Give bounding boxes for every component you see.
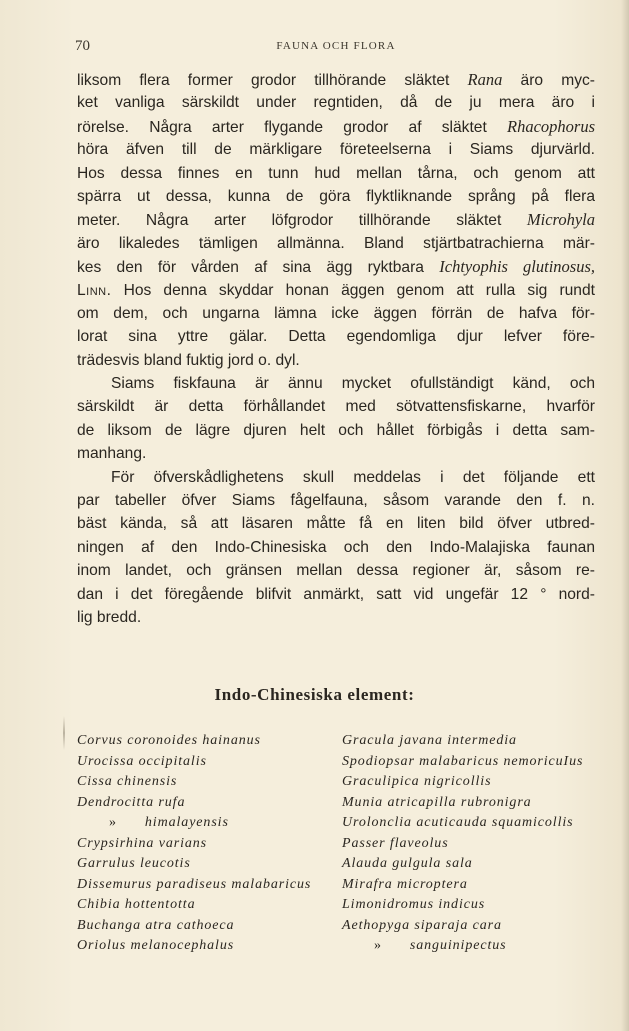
text-segment: äro myc- [502, 72, 595, 89]
text-segment: spärra ut dessa, kunna de göra flyktliknande språng på flera [77, 187, 595, 205]
ditto-mark: » [109, 815, 117, 830]
species-label: Dendrocitta rufa [77, 794, 186, 810]
species-label: Crypsirhina varians [77, 835, 208, 851]
text-line [77, 489, 595, 512]
species-row [77, 834, 599, 855]
text-segment: meter. Några arter löfgrodor tillhörande släktet [77, 212, 527, 230]
text-segment: om dem, och ungarna lämna icke äggen förrän de hafva för- [77, 304, 595, 322]
species-name-left [77, 875, 311, 896]
text-line [77, 255, 595, 278]
species-name-right [342, 752, 583, 773]
text-line [77, 138, 595, 161]
species-name-right [342, 793, 532, 814]
text-line [77, 115, 595, 138]
species-row [77, 793, 599, 814]
ditto-mark: » [374, 938, 382, 953]
species-label: Cissa chinensis [77, 774, 178, 789]
species-name-left [77, 936, 234, 957]
species-label: Alauda gulgula sala [342, 856, 473, 871]
text-segment: par tabeller öfver Siams fågelfauna, såsom varande den f. n. [77, 492, 595, 510]
species-row [77, 916, 599, 937]
species-label: Aethopyga siparaja cara [342, 917, 502, 933]
text-line [77, 279, 595, 302]
text-line [77, 466, 595, 489]
species-name-right [374, 936, 507, 957]
species-label: Oriolus melanocephalus [77, 938, 235, 953]
species-name-right [342, 731, 517, 752]
species-name-left [77, 895, 195, 916]
species-name-right [342, 813, 574, 834]
species-label: Garrulus leucotis [77, 856, 191, 871]
species-name-left [77, 731, 261, 752]
section-heading: Indo-Chinesiska element: [214, 685, 415, 704]
species-name-left [77, 752, 207, 773]
species-label: Graculipica nigricollis [342, 774, 492, 789]
margin-rule [63, 716, 65, 750]
species-name-right [342, 916, 502, 937]
text-segment: rörelse. Några arter flygande grodor af släktet [77, 118, 507, 136]
text-line [77, 559, 595, 582]
page-header [75, 38, 597, 58]
text-line [77, 349, 595, 372]
species-row [77, 936, 599, 957]
species-label: Passer flaveolus [342, 835, 449, 851]
text-segment: Hos denna skyddar honan äggen genom att rulla sig rundt [111, 281, 595, 299]
species-label: Mirafra microptera [342, 876, 468, 892]
text-line [77, 68, 595, 91]
author-name: Linn. [77, 281, 112, 299]
species-row [77, 854, 599, 875]
text-line [77, 395, 595, 418]
species-label: Urolonclia acuticauda squamicollis [342, 815, 574, 830]
species-label: Buchanga atra cathoeca [77, 917, 235, 933]
text-segment: Siams fiskfauna är ännu mycket ofullständigt känd, och [111, 375, 595, 393]
text-segment: lorat sina yttre gälar. Detta egendomliga djur lefver före- [77, 328, 595, 346]
text-line [77, 302, 595, 325]
page-number: 70 [75, 38, 90, 54]
species-label: Spodiopsar malabaricus nemoricuIus [342, 753, 584, 769]
text-segment: dan i det föregående blifvit anmärkt, satt vid ungefär 12 ° nord- [77, 585, 595, 603]
text-line [77, 606, 595, 629]
text-segment: kes den för vården af sina ägg ryktbara [77, 259, 440, 277]
text-line [77, 162, 595, 185]
species-row [77, 813, 599, 834]
text-segment: inom landet, och gränsen mellan dessa regioner är, såsom re- [77, 562, 595, 580]
species-name-right [342, 772, 491, 793]
species-label: Munia atricapilla rubronigra [342, 794, 532, 810]
text-segment: För öfverskådlighetens skull meddelas i det följande ett [111, 468, 595, 486]
text-segment: bäst kända, så att läsaren måtte få en liten bild öfver utbred- [77, 515, 595, 533]
species-name-left [77, 916, 234, 937]
page-edge-shadow [621, 0, 629, 1031]
species-name-right [342, 834, 449, 855]
text-line [77, 325, 595, 348]
text-segment: höra äfven till de märkligare företeelserna i Siams djurvärld. [77, 141, 595, 159]
text-segment: manhang. [77, 445, 147, 463]
species-name-right [342, 854, 473, 875]
text-line [77, 232, 595, 255]
text-segment: särskildt är detta förhållandet med sötvattensfiskarne, hvarför [77, 398, 595, 416]
species-name-left [77, 854, 191, 875]
text-line [77, 583, 595, 606]
italic-term: Microhyla [526, 210, 595, 230]
italic-term: Rhacophorus [507, 116, 595, 136]
species-row [77, 895, 599, 916]
species-name-left [77, 793, 185, 814]
text-segment: ket vanliga särskildt under regntiden, då de ju mera äro i [77, 94, 595, 112]
species-label: Gracula javana intermedia [342, 733, 517, 748]
text-segment: äro likaledes tämligen allmänna. Bland stjärtbatrachierna mär- [77, 234, 595, 252]
text-line [77, 185, 595, 208]
species-name-left [77, 834, 207, 855]
text-segment: lig bredd. [77, 608, 142, 626]
italic-term: Rana [467, 70, 503, 89]
text-line [77, 512, 595, 535]
species-label: Limonidromus indicus [342, 897, 486, 912]
text-segment: de liksom de lägre djuren helt och hållet förbigås i detta sam- [77, 421, 595, 439]
species-label: Chibia hottentotta [77, 897, 196, 912]
species-name-left [77, 772, 177, 793]
text-segment: ningen af den Indo-Chinesiska och den Indo-Malajiska faunan [77, 538, 595, 556]
species-name-left [109, 813, 229, 834]
species-row [77, 731, 599, 752]
text-segment: trädesvis bland fuktig jord o. dyl. [77, 351, 300, 369]
species-name-right [342, 895, 485, 916]
species-label: Dissemurus paradiseus malabaricus [77, 876, 312, 892]
species-table [77, 731, 599, 957]
text-line [77, 536, 595, 559]
species-name-right [342, 875, 468, 896]
species-row [77, 772, 599, 793]
species-label: Urocissa occipitalis [77, 753, 207, 769]
body-text [77, 68, 595, 629]
text-line [77, 208, 595, 231]
text-line [77, 372, 595, 395]
species-label: sanguinipectus [409, 938, 507, 953]
text-line [77, 419, 595, 442]
species-row [77, 752, 599, 773]
running-head: FAUNA OCH FLORA [276, 40, 396, 52]
text-line [77, 91, 595, 114]
species-row [77, 875, 599, 896]
species-label: Corvus coronoides hainanus [77, 733, 261, 748]
species-label: himalayensis [144, 815, 229, 830]
text-segment: liksom flera former grodor tillhörande släktet [77, 72, 468, 89]
italic-term: Ichtyophis glutinosus, [439, 257, 595, 277]
text-line [77, 442, 595, 465]
text-segment: Hos dessa finnes en tunn hud mellan tårna, och genom att [77, 164, 595, 182]
